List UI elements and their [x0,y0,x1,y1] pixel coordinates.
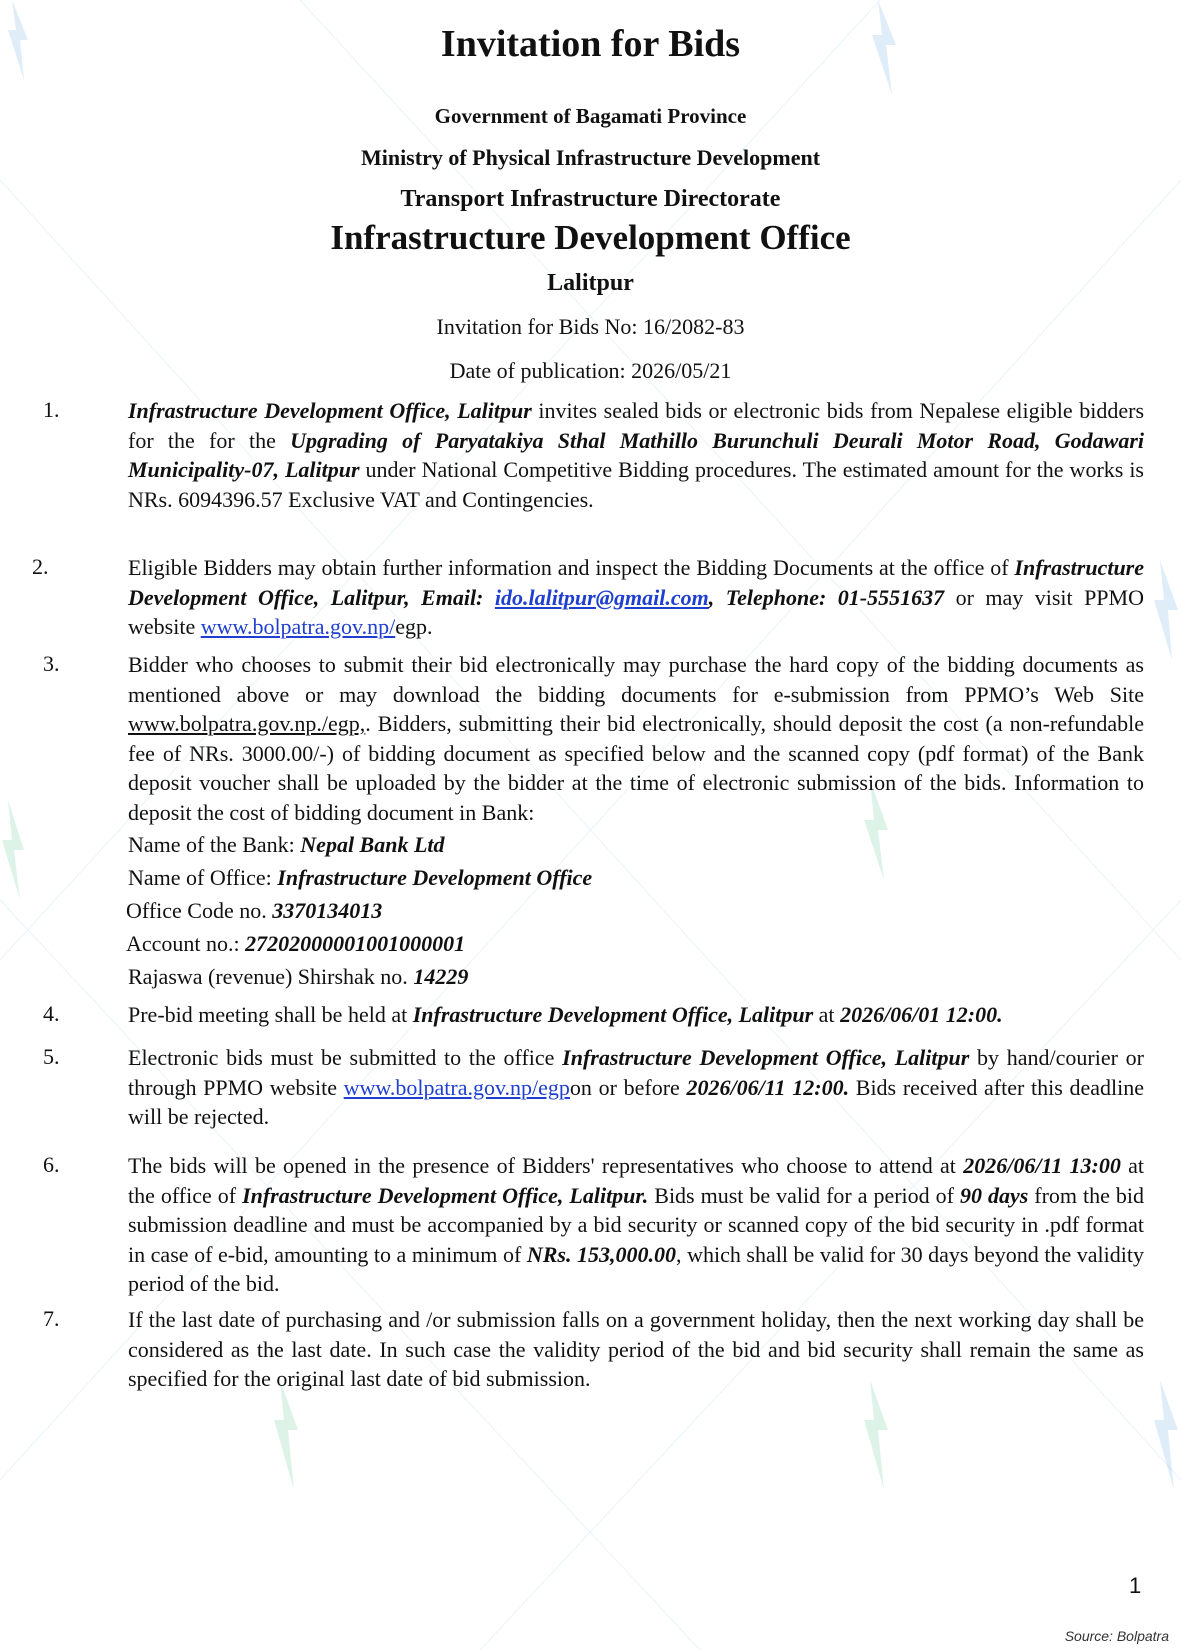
text-run: egp. [395,614,433,639]
item-text [128,553,1144,642]
office-location: Lalitpur [547,270,634,296]
text-run: , which shall be valid for 30 days beyond the validity period of the bid. [128,1241,1144,1296]
prebid-datetime: 2026/06/01 12:00. [840,1002,1003,1027]
ppmo-website-link[interactable]: www.bolpatra.gov.np./egp, [128,711,366,736]
item-number: 6. [43,1152,60,1177]
text-run: or may visit PPMO website [128,584,1144,639]
text-run: Pre-bid meeting shall be held at [128,1002,413,1027]
bid-security-amount: NRs. 153,000.00 [526,1241,677,1267]
telephone: , Telephone: 01-5551637 [708,584,945,610]
item-text [128,650,1144,827]
revenue-value: 14229 [413,964,469,989]
bank-name-label: Name of the Bank: [128,832,301,857]
office-name-label: Name of Office: [128,865,278,890]
text-run: from the bid submission deadline and must be accompanied by a bid security or scanned copy of the bid security in .pdf format in case of e-bid, amounting to a minimum of [128,1182,1144,1267]
item-number: 5. [43,1044,60,1069]
text-run: under National Competitive Bidding procedures. The estimated amount for the works is NRs. 6094396.57 Exclusive VAT and Contingencies. [128,457,1144,512]
text-run: Electronic bids must be submitted to the office [128,1045,563,1070]
item-number: 1. [43,397,60,422]
page-number: 1 [1129,1573,1142,1598]
item-number: 2. [32,554,49,579]
item-text [128,1151,1144,1299]
office-ref: Infrastructure Development Office, Lalitpur [562,1045,970,1070]
source-credit: Source: Bolpatra [1064,1628,1169,1644]
item-text [128,1000,1144,1030]
account-line [126,931,465,957]
item-number: 4. [43,1001,60,1026]
submission-deadline: 2026/06/11 12:00. [686,1074,850,1100]
ministry-name: Ministry of Physical Infrastructure Development [360,145,821,170]
email-link[interactable]: ido.lalitpur@gmail.com [494,584,709,610]
item-number: 7. [43,1306,60,1331]
office-code-line [126,898,382,924]
revenue-line [128,964,468,990]
item-number: 3. [43,651,60,676]
project-name: Upgrading of Paryatakiya Sthal Mathillo Burunchuli Deurali Motor Road, Godawari Municipality-07, Lalitpur [128,427,1144,482]
opening-datetime: 2026/06/11 13:00 [963,1153,1121,1178]
text-run: Bidder who chooses to submit their bid electronically may purchase the hard copy of the bidding documents as mentioned above or may download the bidding documents for e-submission from PPMO’s Web Site [128,652,1144,707]
revenue-label: Rajaswa (revenue) Shirshak no. [128,964,414,989]
account-value: 27202000001001000001 [245,931,466,956]
publication-date: Date of publication: 2026/05/21 [449,358,732,383]
document-title: Invitation for Bids [440,23,741,65]
bank-name-value: Nepal Bank Ltd [300,832,445,857]
item-text: If the last date of purchasing and /or submission falls on a government holiday, then the next working day shall be considered as the last date. In such case the validity period of the bid and bid security shall remain the same as specified for the original last date of bid submission. [128,1307,1144,1391]
text-run: Eligible Bidders may obtain further information and inspect the Bidding Documents at the office of [128,555,1015,580]
bank-name-line [128,832,445,858]
account-label: Account no.: [126,931,246,956]
office-ref: Infrastructure Development Office, Lalitpur, Email: [128,555,1144,610]
text-run: at [813,1002,841,1027]
ppmo-website-link[interactable]: www.bolpatra.gov.np/egp [343,1074,570,1100]
text-run: at the office of [128,1153,1144,1208]
text-run: on or before [569,1074,687,1100]
text-run: by hand/courier or through PPMO website [128,1045,1145,1100]
office-ref: Infrastructure Development Office, Lalitpur [412,1002,814,1027]
office-name: Infrastructure Development Office [330,218,851,257]
text-run: Bids received after this deadline will be rejected. [128,1074,1145,1129]
office-ref: Infrastructure Development Office, Lalitpur. [242,1182,649,1208]
validity-period: 90 days [959,1182,1029,1208]
office-name-value: Infrastructure Development Office [277,865,593,890]
text-run: The bids will be opened in the presence of Bidders' representatives who choose to attend at [128,1153,964,1178]
ifb-number: Invitation for Bids No: 16/2082-83 [436,314,745,339]
government-name: Government of Bagamati Province [434,104,747,128]
text-run: Bids must be valid for a period of [648,1182,960,1208]
directorate-name: Transport Infrastructure Directorate [400,186,781,212]
office-ref: Infrastructure Development Office, Lalitpur [128,398,532,423]
text-run: . Bidders, submitting their bid electronically, should deposit the cost (a non-refundable fee of NRs. 3000.00/-) of bidding document as specified below and the scanned copy (pdf format) of the Bank deposit voucher shall be uploaded by the bidder at the time of electronic submission of the bids. Information to deposit the cost of bidding document in Bank: [128,711,1144,825]
text-run: invites sealed bids or electronic bids from Nepalese eligible bidders for the for the [128,398,1145,453]
ppmo-website-link[interactable]: www.bolpatra.gov.np/ [200,614,396,639]
item-text [128,1043,1144,1132]
item-text [128,396,1144,514]
office-code-label: Office Code no. [126,898,273,923]
office-code-value: 3370134013 [272,898,383,923]
office-name-line [128,865,592,891]
